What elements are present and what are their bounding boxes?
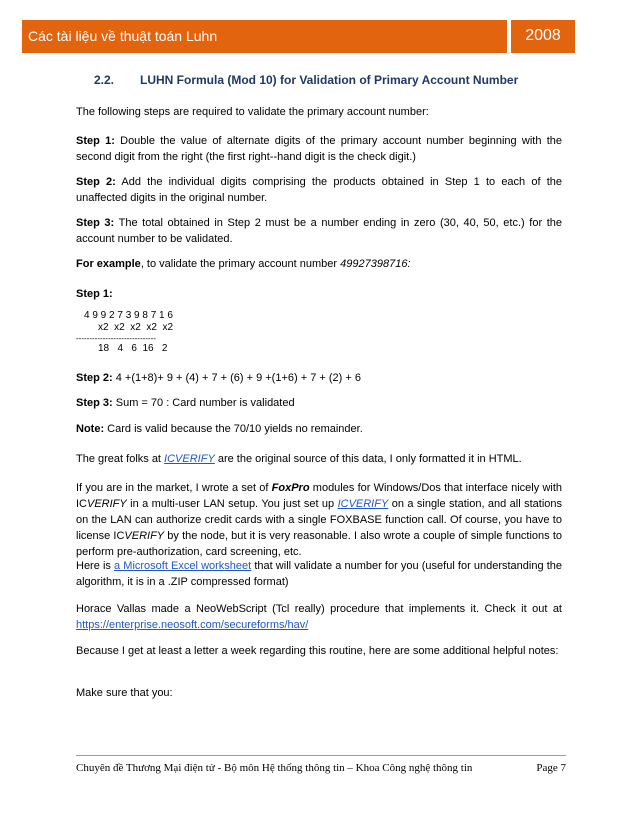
make-sure-text: Make sure that you:	[76, 687, 173, 699]
example-paragraph	[76, 256, 562, 272]
market-text-4: on a single station, and all stations on the LAN can authorize credit cards with a single FOXBASE function call. Of course, you have to license IC	[76, 498, 562, 542]
step2-text: Add the individual digits comprising the products obtained in Step 1 to each of the unaffected digits in the original number.	[76, 176, 562, 204]
example-step1-heading	[76, 286, 562, 302]
excel-pre: Here is	[76, 560, 115, 572]
icverify-paragraph	[76, 451, 562, 467]
step2-paragraph	[76, 174, 562, 206]
excel-post: that will validate a number for you (useful for understanding the algorithm, it is in a .ZIP compressed format)	[76, 560, 562, 588]
header-title: Các tài liệu về thuật toán Luhn	[28, 28, 218, 44]
header-title-bar	[22, 20, 507, 53]
page-number: Page 7	[536, 762, 566, 774]
intro-text: The following steps are required to validate the primary account number:	[76, 106, 429, 118]
icverify-link-2[interactable]: ICVERIFY	[337, 498, 389, 510]
step3-label: Step 3:	[76, 217, 115, 229]
example-step3-text: Sum = 70 : Card number is validated	[115, 397, 295, 409]
example-step2-paragraph	[76, 370, 562, 386]
letter-paragraph	[76, 643, 562, 659]
example-label: For example	[76, 258, 141, 270]
step3-paragraph	[76, 215, 562, 247]
excel-worksheet-link[interactable]: a Microsoft Excel worksheet	[114, 560, 252, 572]
calc-digits: 4 9 9 2 7 3 9 8 7 1 6	[84, 310, 173, 321]
foxpro-text: FoxPro	[271, 482, 310, 494]
market-text-3: in a multi-user LAN setup. You just set up	[126, 498, 338, 510]
example-colon: :	[407, 258, 411, 270]
verify-text-2: VERIFY	[124, 530, 165, 542]
market-text-5: by the node, but it is very reasonable. I also wrote a couple of simple functions to perform pre-authorization, card screening, etc.	[76, 530, 562, 558]
excel-paragraph	[76, 558, 562, 590]
market-paragraph	[76, 480, 562, 560]
icverify-link[interactable]: ICVERIFY	[164, 453, 215, 465]
step1-paragraph	[76, 133, 562, 165]
calculation-block	[76, 310, 562, 355]
example-step2-text: 4 +(1+8)+ 9 + (4) + 7 + (6) + 9 +(1+6) + 7 + (2) + 6	[115, 372, 361, 384]
step2-label: Step 2:	[76, 176, 116, 188]
calc-products: 18 4 6 16 2	[98, 343, 168, 354]
example-step3-paragraph	[76, 395, 562, 411]
make-sure-paragraph	[76, 685, 562, 701]
step3-text: The total obtained in Step 2 must be a number ending in zero (30, 40, 50, etc.) for the account number to be validated.	[76, 217, 562, 245]
example-step2-label: Step 2:	[76, 372, 113, 384]
letter-text: Because I get at least a letter a week regarding this routine, here are some additional helpful notes:	[76, 645, 559, 657]
calc-divider: ------------------------------	[76, 334, 156, 343]
section-number: 2.2.	[94, 73, 115, 87]
icverify-post: are the original source of this data, I only formatted it in HTML.	[214, 453, 522, 465]
horace-text: Horace Vallas made a NeoWebScript (Tcl really) procedure that implements it. Check it out at	[76, 603, 562, 615]
calc-multipliers: x2 x2 x2 x2 x2	[98, 322, 174, 333]
note-label: Note:	[76, 423, 105, 435]
intro-paragraph	[76, 104, 562, 120]
header-year-box	[511, 20, 575, 53]
note-text: Card is valid because the 70/10 yields no remainder.	[107, 423, 363, 435]
section-title: LUHN Formula (Mod 10) for Validation of Primary Account Number	[140, 73, 519, 87]
footer-text: Chuyên đề Thương Mại điện tử - Bộ môn Hệ thống thông tin – Khoa Công nghệ thông tin	[76, 762, 473, 774]
step1-text: Double the value of alternate digits of the primary account number beginning with the second digit from the right (the first right--hand digit is the check digit.)	[76, 135, 562, 163]
step1-label: Step 1:	[76, 135, 115, 147]
market-text-1: If you are in the market, I wrote a set of	[76, 482, 272, 494]
example-text: , to validate the primary account number	[140, 258, 341, 270]
header-year: 2008	[525, 27, 561, 44]
section-heading	[94, 73, 564, 87]
verify-text: VERIFY	[87, 498, 127, 510]
example-step3-label: Step 3:	[76, 397, 113, 409]
example-step1-label: Step 1:	[76, 288, 113, 300]
neosoft-link[interactable]: https://enterprise.neosoft.com/secureforms/hav/	[76, 619, 309, 631]
horace-paragraph	[76, 601, 562, 633]
note-paragraph	[76, 421, 562, 437]
page-footer	[76, 755, 566, 786]
icverify-pre: The great folks at	[76, 453, 165, 465]
example-number: 49927398716	[340, 258, 408, 270]
market-text-2: modules for Windows/Dos that interface nicely with IC	[76, 482, 562, 510]
page-header	[22, 20, 574, 53]
